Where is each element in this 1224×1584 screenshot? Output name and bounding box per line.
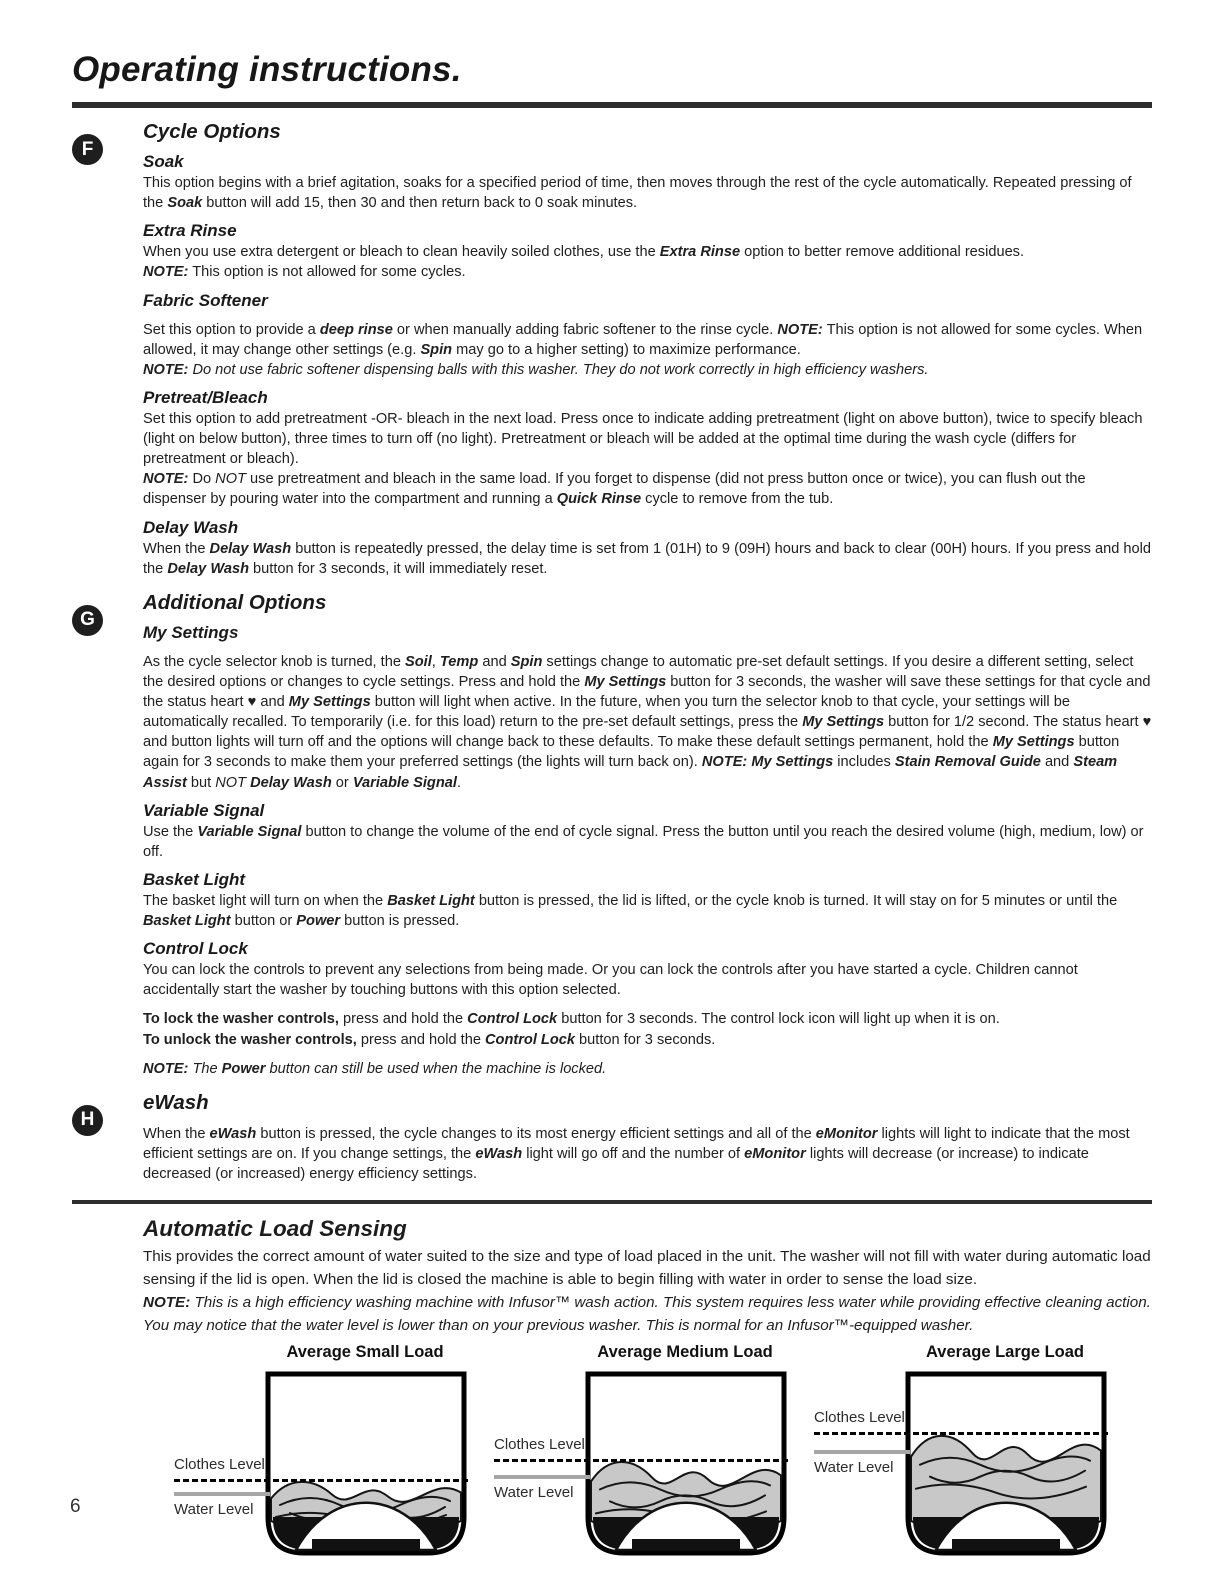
text-segment: NOTE:: [143, 361, 189, 378]
text-segment: Soil: [405, 653, 432, 670]
subsection-title-extra-rinse: Extra Rinse: [143, 221, 237, 241]
paragraph-fabric-softener-1: [143, 320, 1152, 360]
text-segment: My Settings: [992, 734, 1075, 751]
section-divider-rule: [72, 1200, 1152, 1204]
text-segment: Use the: [143, 823, 198, 840]
text-segment: Basket Light: [143, 913, 231, 929]
text-segment: press and hold the: [356, 1031, 485, 1048]
text-segment: Set this option to provide a: [143, 321, 320, 338]
diagram-small-load: [172, 1343, 470, 1563]
subsection-title-my-settings: My Settings: [143, 622, 239, 642]
paragraph-delay-wash: [143, 539, 1152, 579]
text-segment: Soak: [167, 195, 203, 212]
paragraph-my-settings: [143, 652, 1152, 793]
text-segment: Variable Signal: [197, 823, 302, 840]
text-segment: and: [256, 694, 289, 710]
text-segment: button again for 3 seconds to make them your preferred settings (the lights will turn back on).: [143, 734, 1120, 771]
clothes-level-line: [494, 1459, 788, 1462]
text-segment: button will add 15, then 30 and then return back to 0 soak minutes.: [202, 195, 638, 212]
subsection-title-soak: Soak: [143, 152, 184, 171]
diagram-title: Average Small Load: [286, 1343, 444, 1362]
text-segment: button for 3 seconds.: [575, 1031, 716, 1048]
text-segment: Spin: [420, 341, 453, 358]
text-segment: button is repeatedly pressed, the delay time is set from 1 (01H) to 9 (09H) hours and back to clear (00H) hours. If you press and hold the: [143, 540, 1152, 577]
water-level-line: [814, 1450, 910, 1454]
text-segment: and button lights will turn off and the options will change back to these defaults. To make these default settings permanent, hold the: [143, 734, 993, 751]
text-segment: Delay Wash: [250, 774, 332, 791]
subsection-title-control-lock: Control Lock: [143, 939, 248, 959]
paragraph-load-sensing-note: [143, 1292, 1152, 1338]
load-diagrams-row: [172, 1343, 1152, 1563]
text-segment: eWash: [475, 1145, 523, 1162]
clothes-level-label: Clothes Level: [174, 1456, 265, 1474]
text-segment: ♥: [1142, 714, 1152, 731]
clothes-level-label: Clothes Level: [814, 1408, 905, 1426]
clothes-level-line: [174, 1479, 468, 1482]
text-segment: NOTE:: [143, 264, 189, 281]
text-segment: ♥: [247, 694, 257, 710]
text-segment: settings change to automatic pre-set default settings. If you desire a different setting, select the desired options or changes to cycle settings. Press and hold the: [143, 653, 1134, 690]
text-segment: The: [188, 1060, 222, 1077]
paragraph-control-lock-note: [143, 1059, 1152, 1079]
text-segment: button to change the volume of the end of cycle signal. Press the button until you reach the desired volume (high, medium, low) or off.: [143, 823, 1144, 860]
text-segment: or when manually adding fabric softener to the rinse cycle.: [392, 321, 778, 338]
header-rule: [72, 102, 1152, 108]
text-segment: NOTE:: [143, 1293, 191, 1311]
section-badge-g: G: [72, 605, 103, 636]
section-additional-options: [72, 591, 1152, 1079]
text-segment: Do: [188, 471, 216, 488]
text-segment: cycle to remove from the tub.: [641, 491, 834, 508]
text-segment: button is pressed, the cycle changes to its most energy efficient settings and all of the: [256, 1125, 816, 1142]
text-segment: button is pressed.: [340, 913, 460, 929]
text-segment: When you use extra detergent or bleach to clean heavily soiled clothes, use the: [143, 244, 660, 261]
paragraph-control-lock-unlock: [143, 1030, 1152, 1050]
clothes-level-line: [814, 1432, 1108, 1435]
section-ewash: [72, 1091, 1152, 1184]
diagram-medium-load: [492, 1343, 790, 1563]
text-segment: To lock the washer controls,: [143, 1011, 339, 1028]
text-segment: button for 3 seconds, the washer will save these settings for that cycle and the status heart: [143, 673, 1151, 710]
text-segment: button will light when active. In the future, when you turn the selector knob to that cycle, your settings will be automatically recalled. To temporarily (i.e. for this load) return to the pre-set default settings, press the: [143, 694, 1070, 731]
subsection-title-delay-wash: Delay Wash: [143, 517, 239, 537]
text-segment: My Settings: [584, 673, 667, 690]
section-cycle-options: [72, 120, 1152, 579]
text-segment: Quick Rinse: [556, 491, 642, 508]
text-segment: When the: [143, 540, 210, 557]
section-heading: Cycle Options: [143, 120, 281, 143]
text-segment: NOTE:: [777, 321, 823, 338]
paragraph-load-sensing-1: [143, 1246, 1152, 1292]
text-segment: button for 3 seconds, it will immediately reset.: [249, 560, 548, 577]
text-segment: press and hold the: [338, 1011, 468, 1028]
text-segment: button can still be used when the machine is locked.: [265, 1060, 607, 1077]
water-level-line: [494, 1475, 590, 1479]
text-segment: eMonitor: [744, 1145, 806, 1162]
water-level-label: Water Level: [494, 1483, 574, 1501]
text-segment: The basket light will turn on when the: [143, 892, 388, 909]
text-segment: To unlock the washer controls,: [143, 1031, 357, 1048]
text-segment: When the: [143, 1125, 210, 1142]
subsection-title-basket-light: Basket Light: [143, 869, 246, 889]
paragraph-variable-signal: [143, 822, 1152, 862]
washer-tub-illustration: [580, 1369, 792, 1559]
text-segment: ,: [431, 653, 440, 670]
paragraph-fabric-softener-note: [143, 360, 1152, 380]
paragraph-pretreat-note: [143, 469, 1152, 509]
text-segment: Delay Wash: [209, 540, 292, 557]
paragraph-control-lock-lock: [143, 1009, 1152, 1029]
text-segment: lights will light to indicate that the most efficient settings are on. If you change settings, the: [143, 1125, 1130, 1162]
text-segment: Set this option to add pretreatment -OR- bleach in the next load. Press once to indicate adding pretreatment (light on above button), twice to specify bleach (light on below button), three times to turn off (no light). Pretreatment or bleach will be added at the optimal time during the wash cycle (differs for pretreatment or bleach).: [143, 410, 1143, 468]
text-segment: NOT: [215, 774, 247, 791]
text-segment: This option is not allowed for some cycles.: [188, 264, 466, 281]
text-segment: deep rinse: [319, 321, 393, 338]
text-segment: button or: [230, 913, 297, 929]
text-segment: Do not use fabric softener dispensing balls with this washer. They do not work correctly in high efficiency washers.: [188, 361, 929, 378]
paragraph-ewash: [143, 1124, 1152, 1184]
text-segment: NOTE: My Settings: [701, 754, 834, 771]
text-segment: This option is not allowed for some cycles. When allowed, it may change other settings (e.g.: [143, 321, 1143, 358]
section-heading: Additional Options: [143, 590, 327, 614]
section-heading: eWash: [143, 1090, 209, 1114]
washer-tub-illustration: [260, 1369, 472, 1559]
section-load-sensing: [72, 1216, 1152, 1563]
text-segment: My Settings: [802, 714, 885, 731]
text-segment: As the cycle selector knob is turned, the: [143, 653, 406, 670]
paragraph-soak: [143, 173, 1152, 213]
text-segment: eWash: [209, 1125, 257, 1142]
washer-tub-illustration: [900, 1369, 1112, 1559]
text-segment: .: [456, 774, 461, 791]
subsection-title-pretreat-bleach: Pretreat/Bleach: [143, 387, 268, 407]
text-segment: Extra Rinse: [659, 244, 741, 261]
text-segment: This provides the correct amount of water suited to the size and type of load placed in the unit. The washer will not fill with water during automatic load sensing if the lid is open. When the lid is closed the machine is able to begin filling with water in order to sense the load size.: [143, 1248, 1151, 1288]
paragraph-control-lock-1: [143, 960, 1152, 1000]
text-segment: or: [331, 774, 353, 791]
text-segment: option to better remove additional residues.: [740, 244, 1025, 261]
diagram-large-load: [812, 1343, 1110, 1563]
text-segment: button for 3 seconds. The control lock icon will light up when it is on.: [557, 1011, 1000, 1028]
text-segment: NOT: [215, 471, 246, 488]
section-badge-h: H: [72, 1105, 103, 1136]
load-sensing-heading: Automatic Load Sensing: [143, 1216, 407, 1242]
text-segment: Power: [221, 1060, 266, 1077]
water-level-line: [174, 1492, 270, 1496]
text-segment: You can lock the controls to prevent any selections from being made. Or you can lock the controls after you have started a cycle. Children cannot accidentally start the washer by touching buttons with this option selected.: [143, 962, 1078, 999]
text-segment: This option begins with a brief agitation, soaks for a specified period of time, then moves through the rest of the cycle automatically. Repeated pressing of the: [143, 175, 1132, 212]
section-badge-f: F: [72, 134, 103, 165]
text-segment: use pretreatment and bleach in the same load. If you forget to dispense (did not press button once or twice), you can flush out the dispenser by pouring water into the compartment and running a: [143, 471, 1086, 508]
water-level-label: Water Level: [174, 1500, 254, 1518]
subsection-title-fabric-softener: Fabric Softener: [143, 290, 268, 310]
text-segment: Variable Signal: [352, 774, 457, 791]
text-segment: Spin: [510, 653, 543, 670]
paragraph-pretreat-1: [143, 409, 1152, 469]
text-segment: My Settings: [288, 694, 371, 710]
text-segment: may go to a higher setting) to maximize performance.: [452, 341, 801, 358]
page-title: Operating instructions.: [72, 50, 462, 89]
text-segment: NOTE:: [143, 471, 189, 488]
text-segment: Steam Assist: [143, 754, 1118, 791]
paragraph-extra-rinse-note: [143, 262, 1152, 282]
subsection-title-variable-signal: Variable Signal: [143, 800, 265, 820]
text-segment: and: [478, 653, 511, 670]
text-segment: Power: [296, 913, 341, 929]
text-segment: Delay Wash: [167, 560, 249, 577]
text-segment: but: [186, 774, 216, 791]
text-segment: light will go off and the number of: [522, 1145, 745, 1162]
text-segment: This is a high efficiency washing machine with Infusor™ wash action. This system requires less water while providing effective cleaning action. You may notice that the water level is lower than on your previous washer. This is normal for an Infusor™-equipped washer.: [143, 1293, 1151, 1334]
text-segment: Temp: [439, 653, 479, 670]
text-segment: includes: [833, 754, 895, 771]
text-segment: Basket Light: [387, 892, 475, 909]
text-segment: Control Lock: [485, 1031, 575, 1048]
text-segment: and: [1040, 754, 1074, 771]
water-level-label: Water Level: [814, 1459, 894, 1476]
diagram-title: Average Medium Load: [597, 1343, 773, 1362]
text-segment: Stain Removal Guide: [894, 754, 1041, 771]
text-segment: button for 1/2 second. The status heart: [884, 714, 1143, 731]
paragraph-basket-light: [143, 891, 1152, 931]
diagram-title: Average Large Load: [925, 1343, 1085, 1362]
page-number: 6: [70, 1496, 81, 1517]
text-segment: eMonitor: [815, 1125, 878, 1142]
text-segment: NOTE:: [143, 1060, 189, 1077]
paragraph-extra-rinse-1: [143, 242, 1152, 262]
text-segment: Control Lock: [467, 1011, 558, 1028]
text-segment: lights will decrease (or increase) to indicate decreased (or increased) energy efficiency settings.: [143, 1145, 1089, 1182]
clothes-level-label: Clothes Level: [494, 1435, 585, 1453]
text-segment: button is pressed, the lid is lifted, or the cycle knob is turned. It will stay on for 5 minutes or until the: [474, 892, 1118, 909]
